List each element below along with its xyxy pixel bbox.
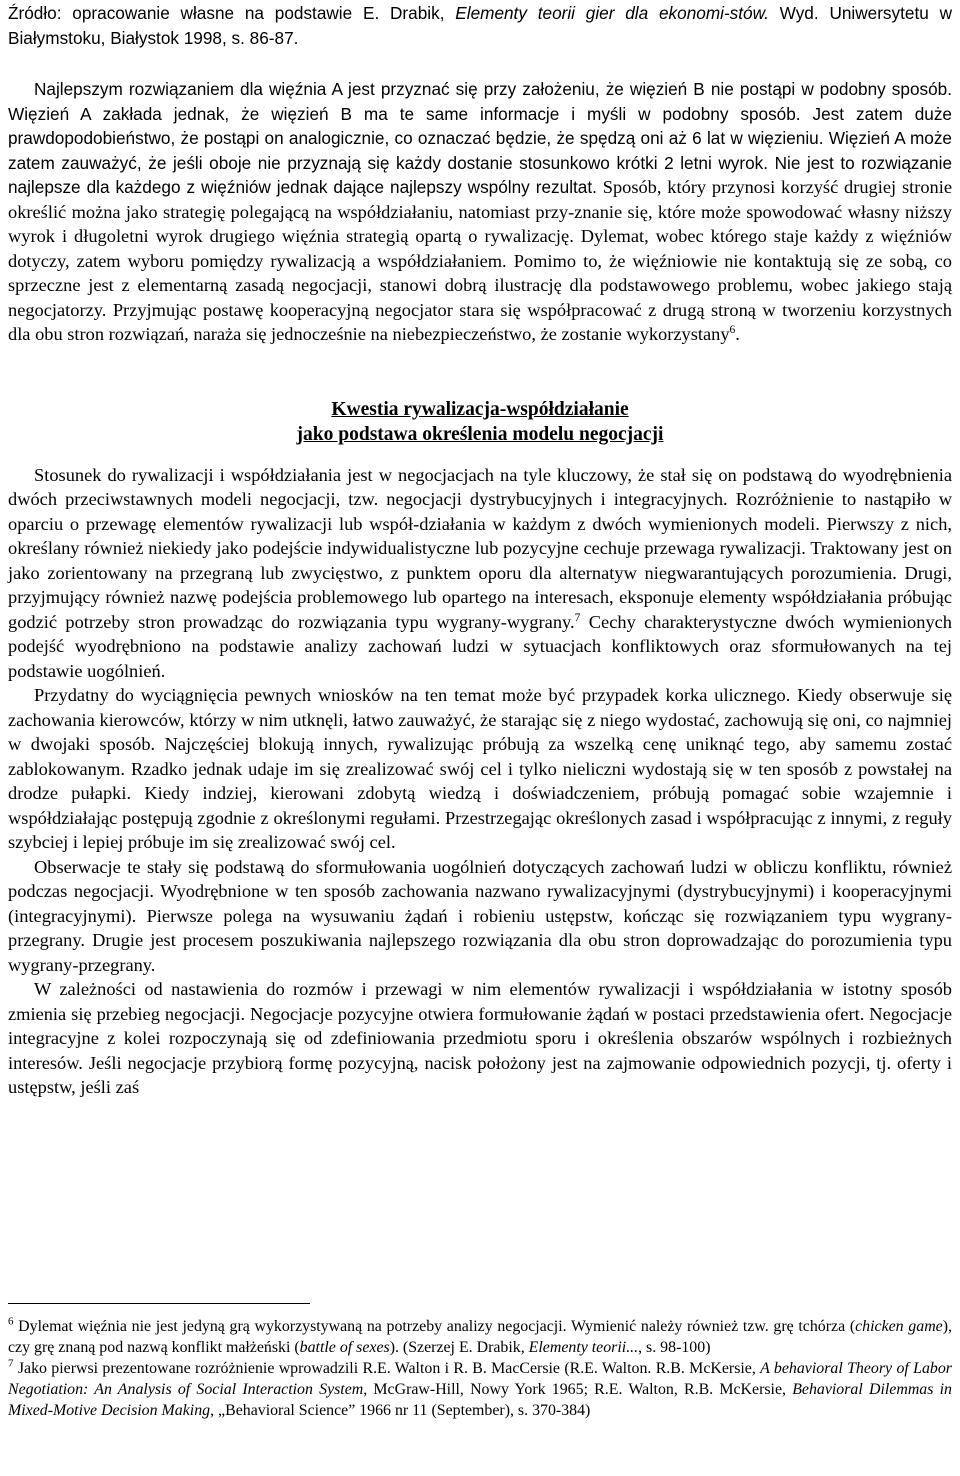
paragraph-sans-part: Najlepszym rozwiązaniem dla więźnia A jest przyznać się przy założeniu, że więzień B nie postąpi w podobny sposób. Więzień A zakłada jednak, że więzień B ma te same informacje i myśli w podobny sposób. Jest zatem duże prawdopodobieństwo, że postąpi on analogicznie, co oznaczać będzie, że spędzą oni aż 6 lat w więzieniu. Więzień A może zatem zauważyć, że jeśli oboje nie przyznają się każdy dostanie stosunkowo krótki 2 letni wyrok. Nie jest to rozwiązanie najlepsze dla każdego z więźniów jednak dające najlepszy wspólny rezultat. xyxy=(8,79,952,197)
source-note-prefix: Źródło: opracowanie własne na podstawie E. Drabik, xyxy=(8,3,456,23)
footnote-text: , „Behavioral Science” 1966 nr 11 (September), s. 370-384) xyxy=(210,1402,591,1419)
footnote-number: 7 xyxy=(8,1357,14,1370)
footnote-text: , s. 98-100) xyxy=(638,1339,711,1356)
paragraph-end: . xyxy=(735,324,740,344)
paragraph-text-b: Cechy charakterystyczne dwóch wymienionych podejść wyodrębniono na podstawie analizy zachowań ludzi w sytuacjach konfliktowych oraz sformułowanych na tej podstawie uogólnień. xyxy=(8,611,952,681)
section-heading-line1: Kwestia rywalizacja-współdziałanie xyxy=(331,398,629,420)
paragraph-prisoners-dilemma xyxy=(8,77,952,347)
footnote-italic: Elementy teorii... xyxy=(528,1339,639,1356)
footnote-6 xyxy=(8,1316,952,1358)
footnote-ref-6[interactable]: 6 xyxy=(729,323,736,336)
footnote-7 xyxy=(8,1358,952,1421)
footnote-ref-7[interactable]: 7 xyxy=(574,611,581,624)
footnote-italic: chicken game xyxy=(855,1318,943,1335)
footnote-text: , McGraw-Hill, Nowy York 1965; R.E. Walton, R.B. McKersie, xyxy=(363,1381,793,1398)
source-note-title: Elementy teorii gier dla ekonomi-stów. xyxy=(455,3,769,23)
footnotes xyxy=(8,1316,952,1421)
footnote-text: ), czy grę znaną pod nazwą konflikt małżeński ( xyxy=(8,1318,952,1356)
footnote-italic: battle of sexes xyxy=(299,1339,390,1356)
footnote-text: Jako pierwsi prezentowane rozróżnienie wprowadzili R.E. Walton i R. B. MacCersie (R.E. Walton. R.B. McKersie, xyxy=(13,1360,761,1377)
paragraph-traffic-jam: Przydatny do wyciągnięcia pewnych wniosków na ten temat może być przypadek korka ulicznego. Kiedy obserwuje się zachowania kierowców, którzy w nim utknęli, łatwo zauważyć, że starając się z niego wydostać, zachowują się oni, co najmniej w dwojaki sposób. Najczęściej blokują innych, rywalizując próbują za wszelką cenę uniknąć tego, aby samemu zostać zablokowanym. Rzadko jednak udaje im się zrealizować swój cel i tylko nieliczni wydostają się w ten sposób z powstałej na drodze pułapki. Kiedy indziej, kierowani zdobytą wiedzą i doświadczeniem, próbują pomagać sobie wzajemnie i współdziałając postępują zgodnie z określonymi regułami. Przestrzegając określonych zasad i współpracując z innymi, z reguły szybciej i lepiej próbuje im się zrealizować swój cel. xyxy=(8,685,952,852)
paragraph-rivalry-cooperation xyxy=(8,463,952,684)
source-note-suffix: Wyd. Uniwersytetu w Białymstoku, Białystok 1998, s. 86-87. xyxy=(8,3,953,48)
paragraph-observations: Obserwacje te stały się podstawą do sformułowania uogólnień dotyczących zachowań ludzi w obliczu konfliktu, również podczas negocjacji. Wyodrębnione w ten sposób zachowania nazwano rywalizacyjnymi (dystrybucyjnymi) i kooperacyjnymi (integracyjnymi). Pierwsze polega na wysuwaniu żądań i robieniu ustępstw, kończąc się rozwiązaniem typu wygrany-przegrany. Drugie jest procesem poszukiwania najlepszego rozwiązania dla obu stron doprowadzając do porozumienia typu wygrany-przegrany. xyxy=(8,856,952,975)
source-note xyxy=(8,0,952,51)
footnote-italic: A behavioral Theory of Labor Negotiation: An Analysis of Social Interaction System xyxy=(8,1360,952,1398)
footnote-text: Dylemat więźnia nie jest jedyną grą wykorzystywaną na potrzeby analizy negocjacji. Wymienić należy również tzw. grę tchórza ( xyxy=(13,1318,856,1335)
footnote-italic: Behavioral Dilemmas in Mixed-Motive Decision Making xyxy=(8,1381,952,1419)
section-heading-line2: jako podstawa określenia modelu negocjacji xyxy=(296,423,664,445)
paragraph-negotiation-course: W zależności od nastawienia do rozmów i przewagi w nim elementów rywalizacji i współdziałania w istotny sposób zmienia się przebieg negocjacji. Negocjacje pozycyjne otwiera formułowanie żądań w postaci przedstawienia ofert. Negocjacje integracyjne z kolei rozpoczynają się od zdefiniowania przedmiotu sporu i określenia obszarów wspólnych i rozbieżnych interesów. Jeśli negocjacje przybiorą formę pozycyjną, nacisk położony jest na zajmowanie odpowiednich pozycji, tj. oferty i ustępstw, jeśli zaś xyxy=(8,979,952,1097)
paragraph-serif-part: Sposób, który przynosi korzyść drugiej stronie określić można jako strategię polegającą na współdziałaniu, natomiast przy-znanie się, które może spowodować własny niższy wyrok i długoletni wyrok drugiego więźnia strategią opartą o rywalizację. Dylemat, wobec którego staje każdy z więźniów dotyczy, zatem wyboru pomiędzy rywalizacją a współdziałaniem. Pomimo to, że więźniowie nie kontaktują się ze sobą, co sprzeczne jest z elementarną zasadą negocjacji, stanowi dobrą ilustrację dla podstawowego problemu, wobec jakiego stają negocjatorzy. Przyjmując postawę kooperacyjną negocjator stara się współpracować z drugą stroną w tworzeniu korzystnych dla obu stron rozwiązań, naraża się jednocześnie na niebezpieczeństwo, że zostanie wykorzystany xyxy=(8,177,952,344)
footnote-number: 6 xyxy=(8,1315,14,1328)
paragraph-text-a: Stosunek do rywalizacji i współdziałania jest w negocjacjach na tyle kluczowy, że stał się on podstawą do wyodrębnienia dwóch przeciwstawnych modeli negocjacji, tzw. negocjacji dystrybucyjnych i integracyjnych. Rozróżnienie to nastąpiło w oparciu o przewagę elementów rywalizacji lub współ-działania w każdym z dwóch wymienionych modeli. Pierwszy z nich, określany również niekiedy jako podejście indywidualistyczne lub pozycyjne cechuje przewaga rywalizacji. Traktowany jest on jako zorientowany na przegraną lub zwycięstwo, z punktem oporu dla alternatyw niegwarantujących porozumienia. Drugi, przyjmujący również nazwę podejścia problemowego lub opartego na interesach, eksponuje elementy współdziałania próbując godzić potrzeby stron prowadząc do rozwiązania typu wygrany-wygrany. xyxy=(8,464,952,632)
section-heading xyxy=(8,397,952,447)
footnote-text: ). (Szerzej E. Drabik, xyxy=(389,1339,529,1356)
footnote-separator xyxy=(8,1303,310,1304)
